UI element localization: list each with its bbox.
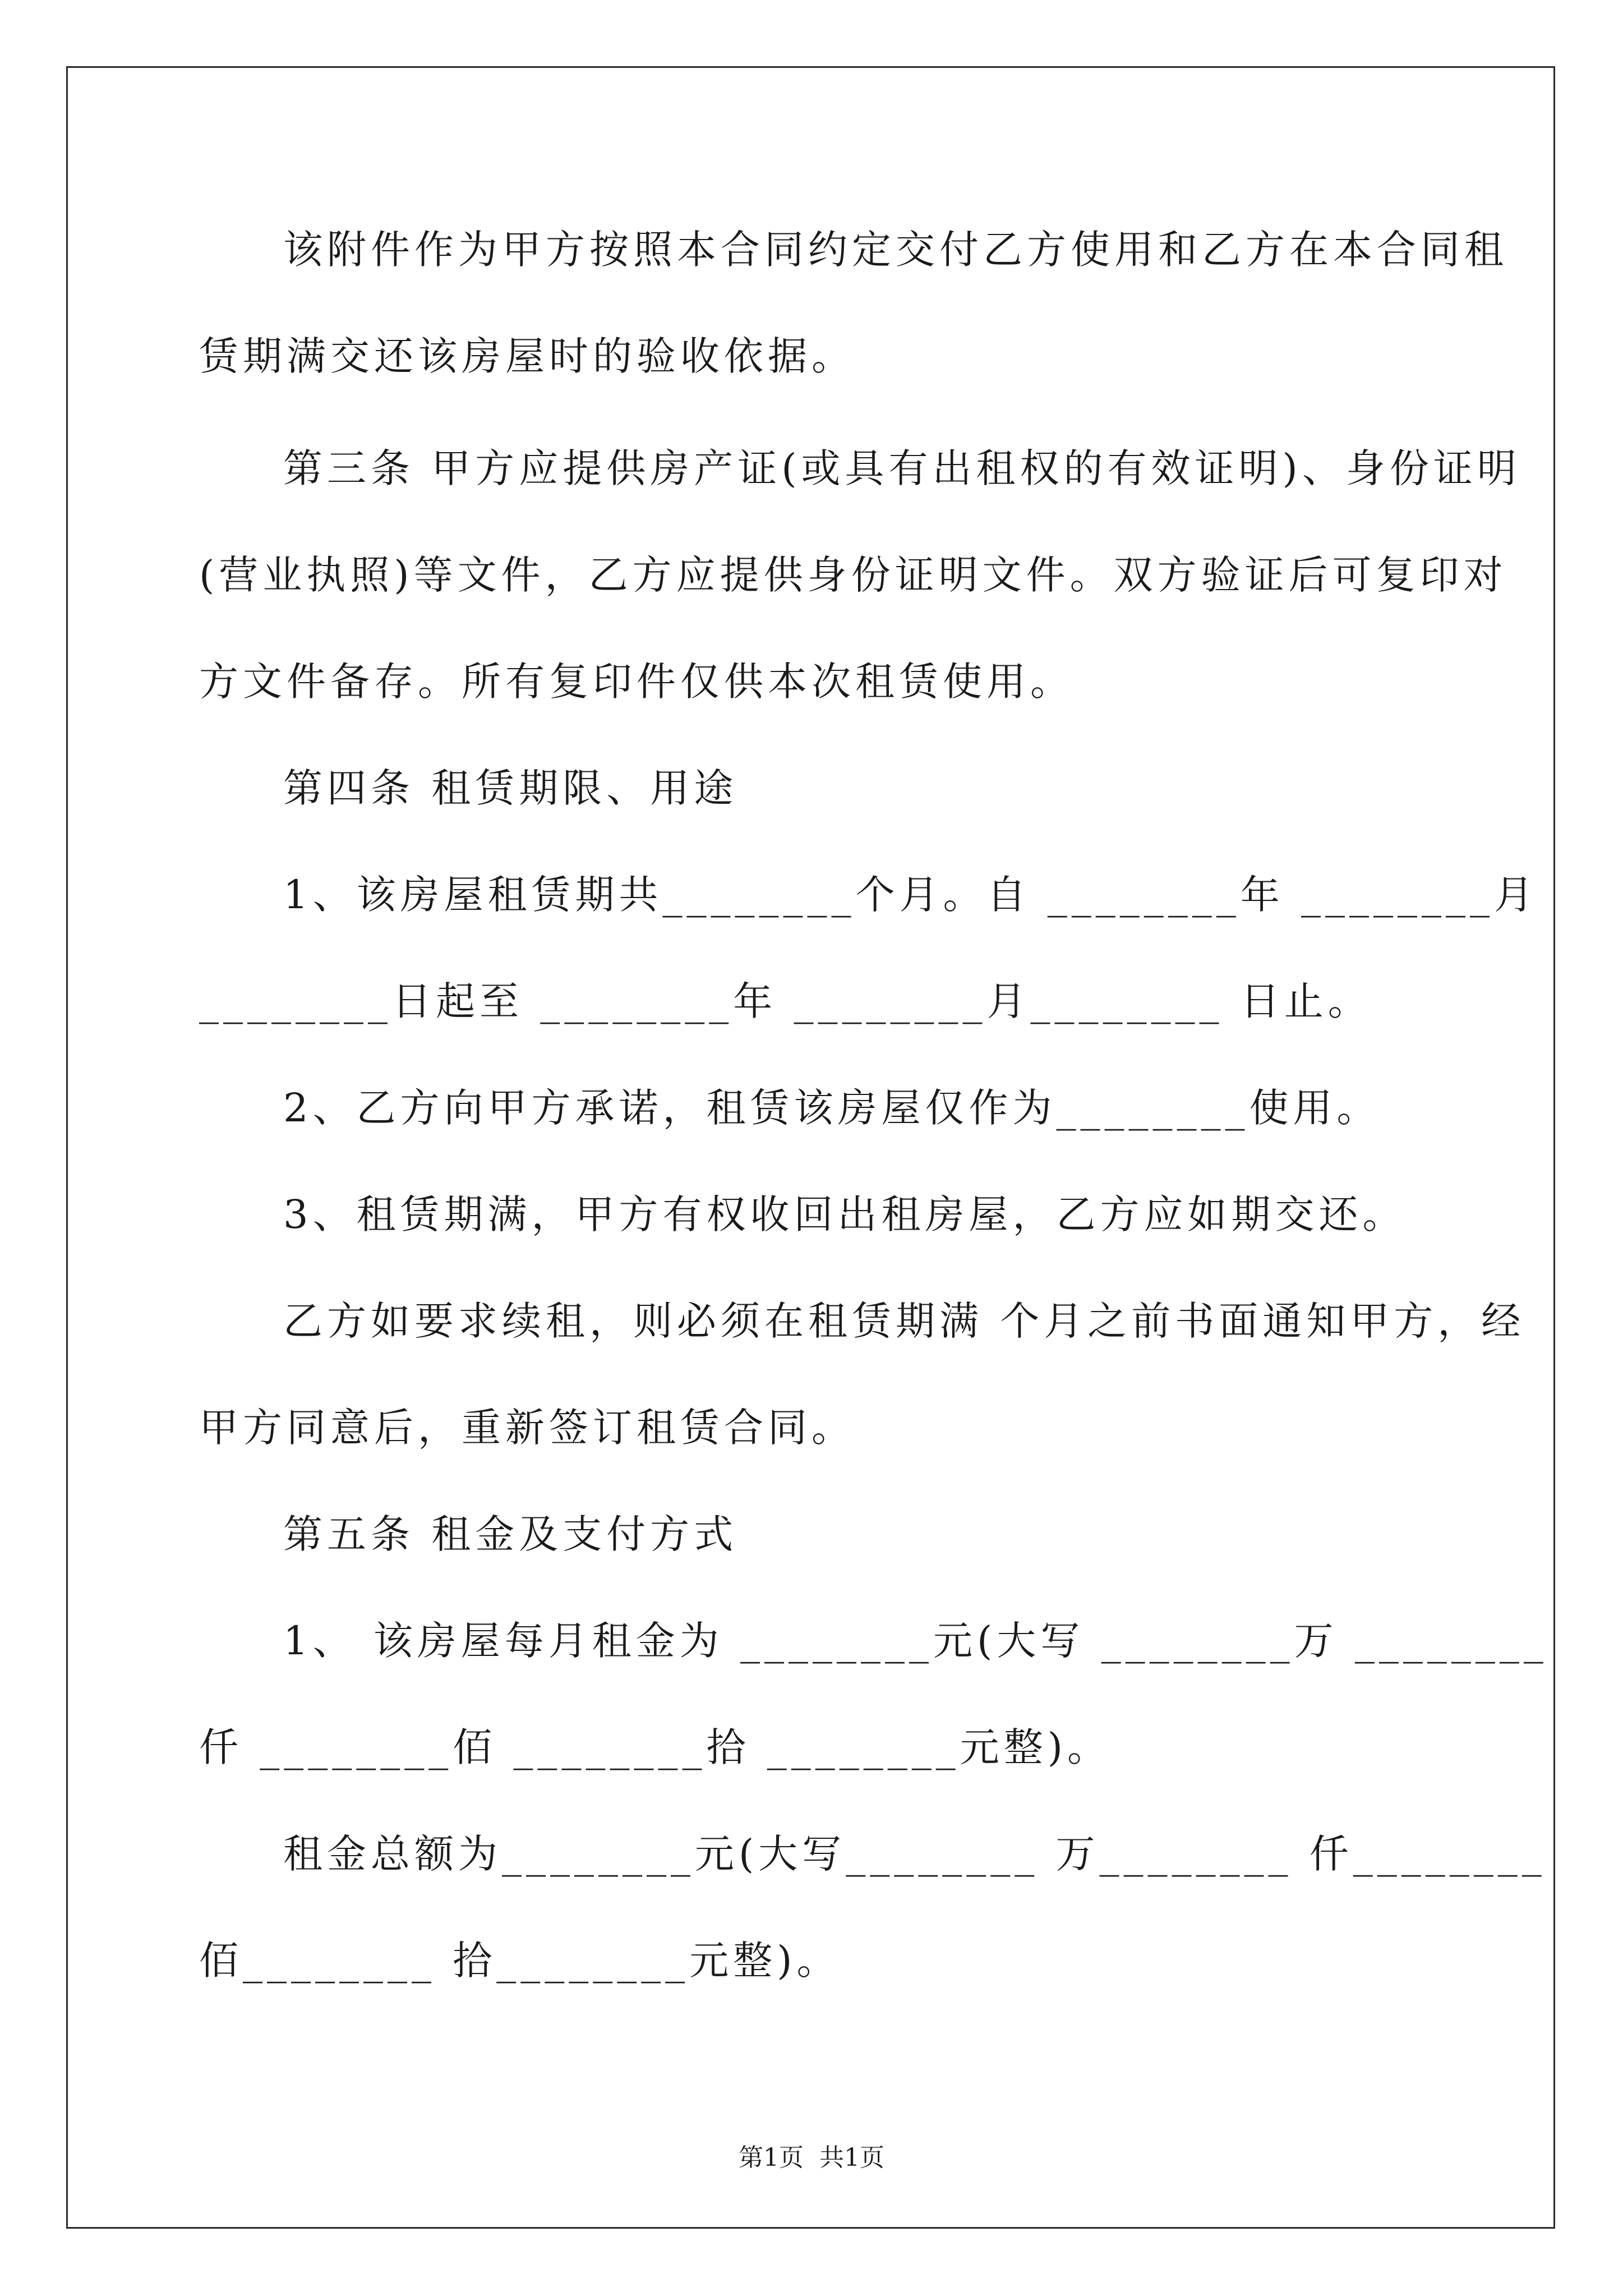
total-rent-line-2: 佰________ 拾________元整)。 — [199, 1938, 841, 1984]
article-3-line-2: (营业执照)等文件，乙方应提供身份证明文件。双方验证后可复印对 — [199, 552, 1507, 598]
article-4-item-1-line-2: ________日起至 ________年 ________月________ 日止。 — [199, 978, 1372, 1024]
renewal-paragraph-line-2: 甲方同意后，重新签订租赁合同。 — [199, 1405, 855, 1451]
article-3-line-3: 方文件备存。所有复印件仅供本次租赁使用。 — [199, 659, 1074, 705]
article-5-heading: 第五条 租金及支付方式 — [283, 1511, 738, 1557]
article-4-item-2: 2、乙方向甲方承诺，租赁该房屋仅作为________使用。 — [283, 1085, 1381, 1131]
article-4-heading: 第四条 租赁期限、用途 — [283, 765, 738, 811]
article-5-item-1-line-2: 仟 ________佰 ________拾 ________元整)。 — [199, 1724, 1112, 1770]
total-rent-line-1: 租金总额为________元(大写________ 万________ 仟________ — [283, 1831, 1546, 1877]
attachment-paragraph-line-1: 该附件作为甲方按照本合同约定交付乙方使用和乙方在本合同租 — [283, 227, 1508, 273]
article-5-item-1-line-1: 1、 该房屋每月租金为 ________元(大写 ________万 ________ — [283, 1618, 1548, 1664]
page-border — [66, 66, 1555, 2229]
article-4-item-1-line-1: 1、该房屋租赁期共________个月。自 ________年 ________月 — [283, 872, 1538, 918]
page-footer: 第1页 共1页 — [739, 2143, 884, 2172]
attachment-paragraph-line-2: 赁期满交还该房屋时的验收依据。 — [199, 333, 855, 379]
article-3-line-1: 第三条 甲方应提供房产证(或具有出租权的有效证明)、身份证明 — [283, 445, 1521, 491]
renewal-paragraph-line-1: 乙方如要求续租，则必须在租赁期满 个月之前书面通知甲方，经 — [283, 1298, 1525, 1344]
article-4-item-3: 3、租赁期满，甲方有权收回出租房屋，乙方应如期交还。 — [283, 1191, 1407, 1237]
